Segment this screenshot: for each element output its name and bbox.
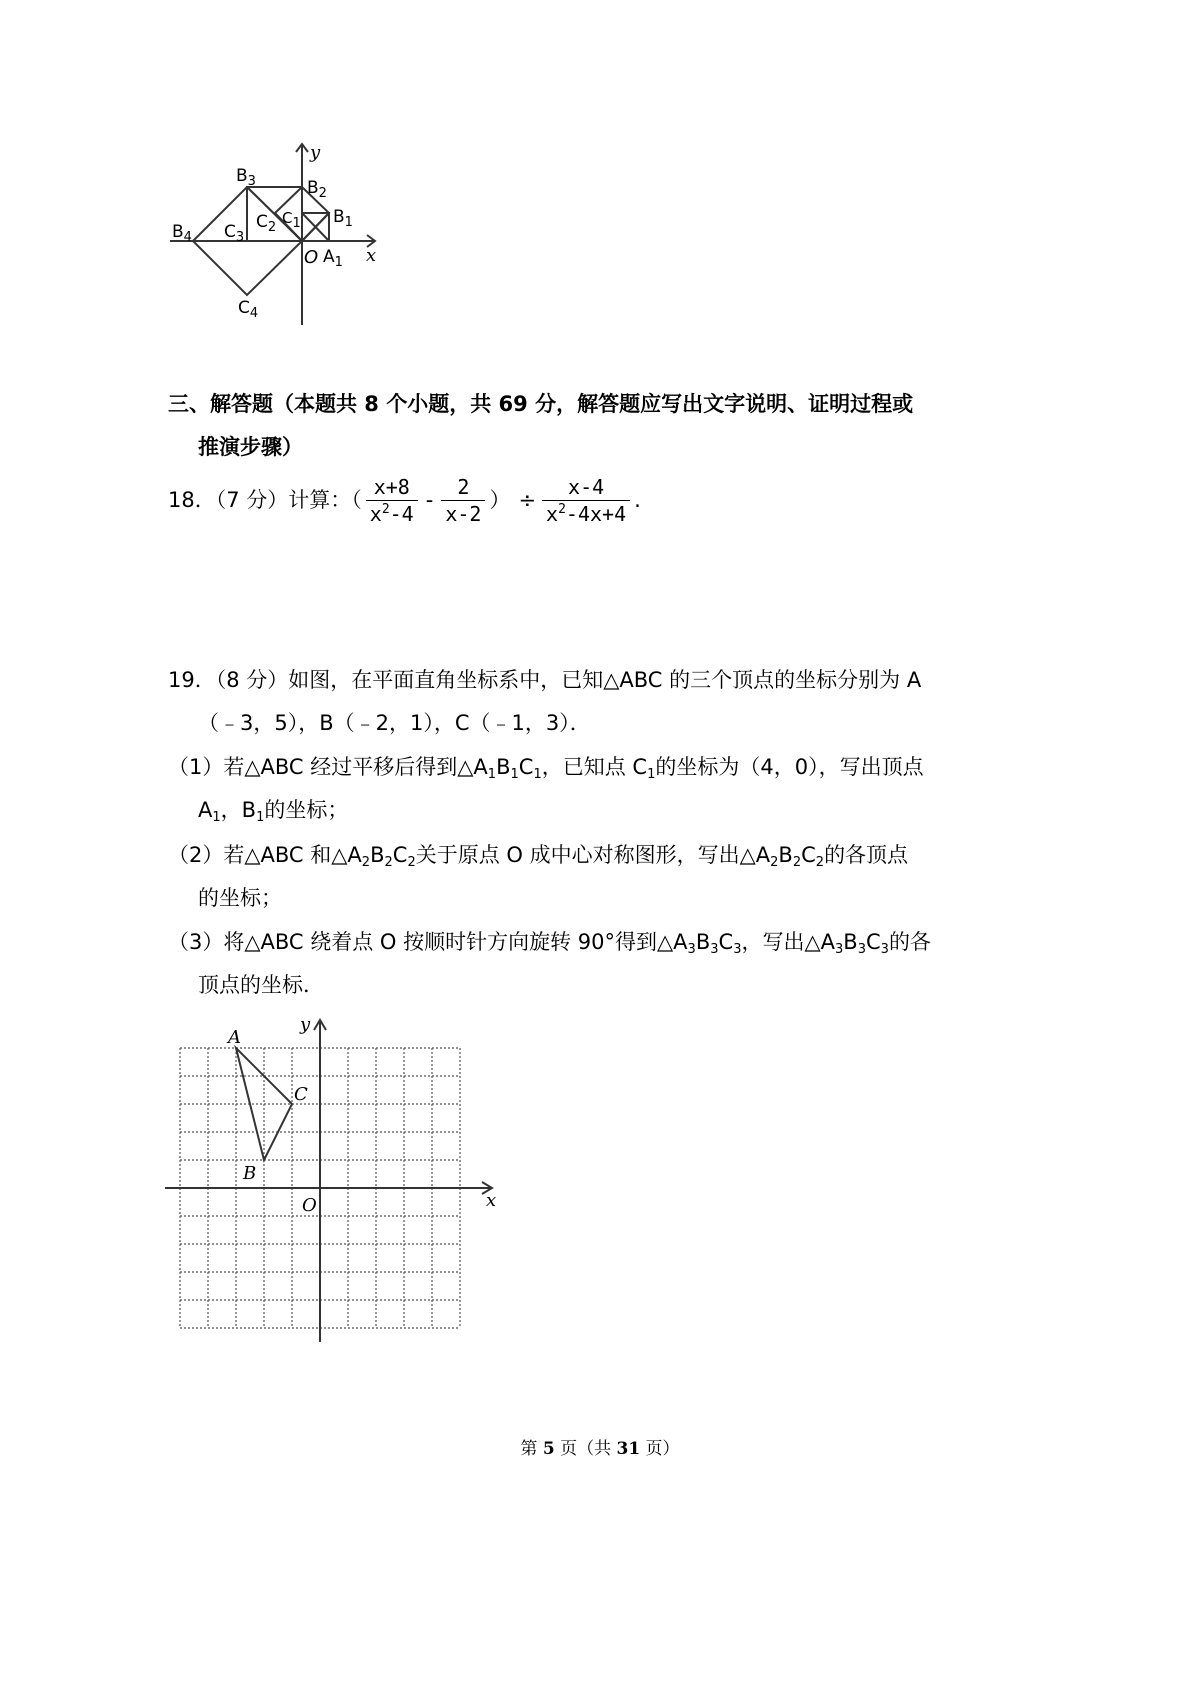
q19-line1: 19．（8 分）如图，在平面直角坐标系中，已知△ABC 的三个顶点的坐标分别为 A xyxy=(168,668,922,692)
vertex-a-label: A xyxy=(228,1027,241,1048)
fig1-x-label: x xyxy=(366,245,377,266)
page-footer: 第 5 页（共 31 页） xyxy=(520,1439,680,1459)
fig2-x-label: x xyxy=(486,1190,497,1211)
vertex-b-label: B xyxy=(243,1163,257,1184)
q19-line2: （﹣3，5），B（﹣2，1），C（﹣1，3）． xyxy=(198,711,591,735)
vertex-c-label: C xyxy=(294,1084,308,1105)
section-3-heading-line2: 推演步骤） xyxy=(198,435,303,459)
q18-divide: ÷ xyxy=(518,487,537,512)
q19-part1-line2: $A_1$，$B_1$的坐标； xyxy=(198,798,349,825)
fig2-y-label: y xyxy=(300,1014,311,1035)
q18-fraction-3: $\frac{x-4}{x^2-4x+4}$ xyxy=(542,477,630,524)
label-B1: $B_1$ xyxy=(333,207,353,230)
q18-minus: - xyxy=(425,487,434,512)
q18-end: . xyxy=(634,487,641,512)
label-A1: $A_1$ xyxy=(323,247,343,270)
section-3-heading-line1: 三、解答题（本题共 8 个小题，共 69 分，解答题应写出文字说明、证明过程或 xyxy=(168,392,914,416)
q19-part1-line1: （1）若△ABC 经过平移后得到$\triangle A_1B_1C_1$，已知点 $C_1$的坐标为（4，0），写出顶点 xyxy=(168,755,924,782)
q19-part2-line1: （2）若△ABC 和$\triangle A_2B_2C_2$关于原点 O 成中心对称图形，写出$\triangle A_2B_2C_2$的各顶点 xyxy=(168,843,909,870)
q19-part3-line2: 顶点的坐标． xyxy=(198,973,324,997)
q19-part2-line2: 的坐标； xyxy=(198,886,282,910)
q18-close-paren: ） xyxy=(489,487,511,512)
q18-prefix: 18．（7 分）计算：（ xyxy=(168,487,362,512)
fig1-y-label: y xyxy=(310,142,321,163)
label-B4: $B_4$ xyxy=(172,222,192,245)
question-18 xyxy=(168,470,641,530)
q18-fraction-1: $\frac{x+8}{x^2-4}$ xyxy=(366,477,418,524)
label-B3: $B_3$ xyxy=(236,166,256,189)
fig1-origin-label: O xyxy=(304,247,319,268)
fig2-origin-label: O xyxy=(302,1195,317,1216)
label-C3: $C_3$ xyxy=(224,222,245,245)
q19-part3-line1: （3）将△ABC 绕着点 O 按顺时针方向旋转 90°得到$\triangle A_3B_3C_3$，写出$\triangle A_3B_3C_3$的各 xyxy=(168,930,931,957)
figure-1-squares-diagram xyxy=(160,140,400,340)
label-C2: $C_2$ xyxy=(256,212,277,235)
figure-2-coordinate-grid xyxy=(160,1010,510,1350)
label-C4: $C_4$ xyxy=(238,298,259,321)
q18-fraction-2: $\frac{2}{x-2}$ xyxy=(441,477,485,524)
label-B2: $B_2$ xyxy=(307,178,327,201)
label-C1: $C_1$ xyxy=(282,209,301,231)
